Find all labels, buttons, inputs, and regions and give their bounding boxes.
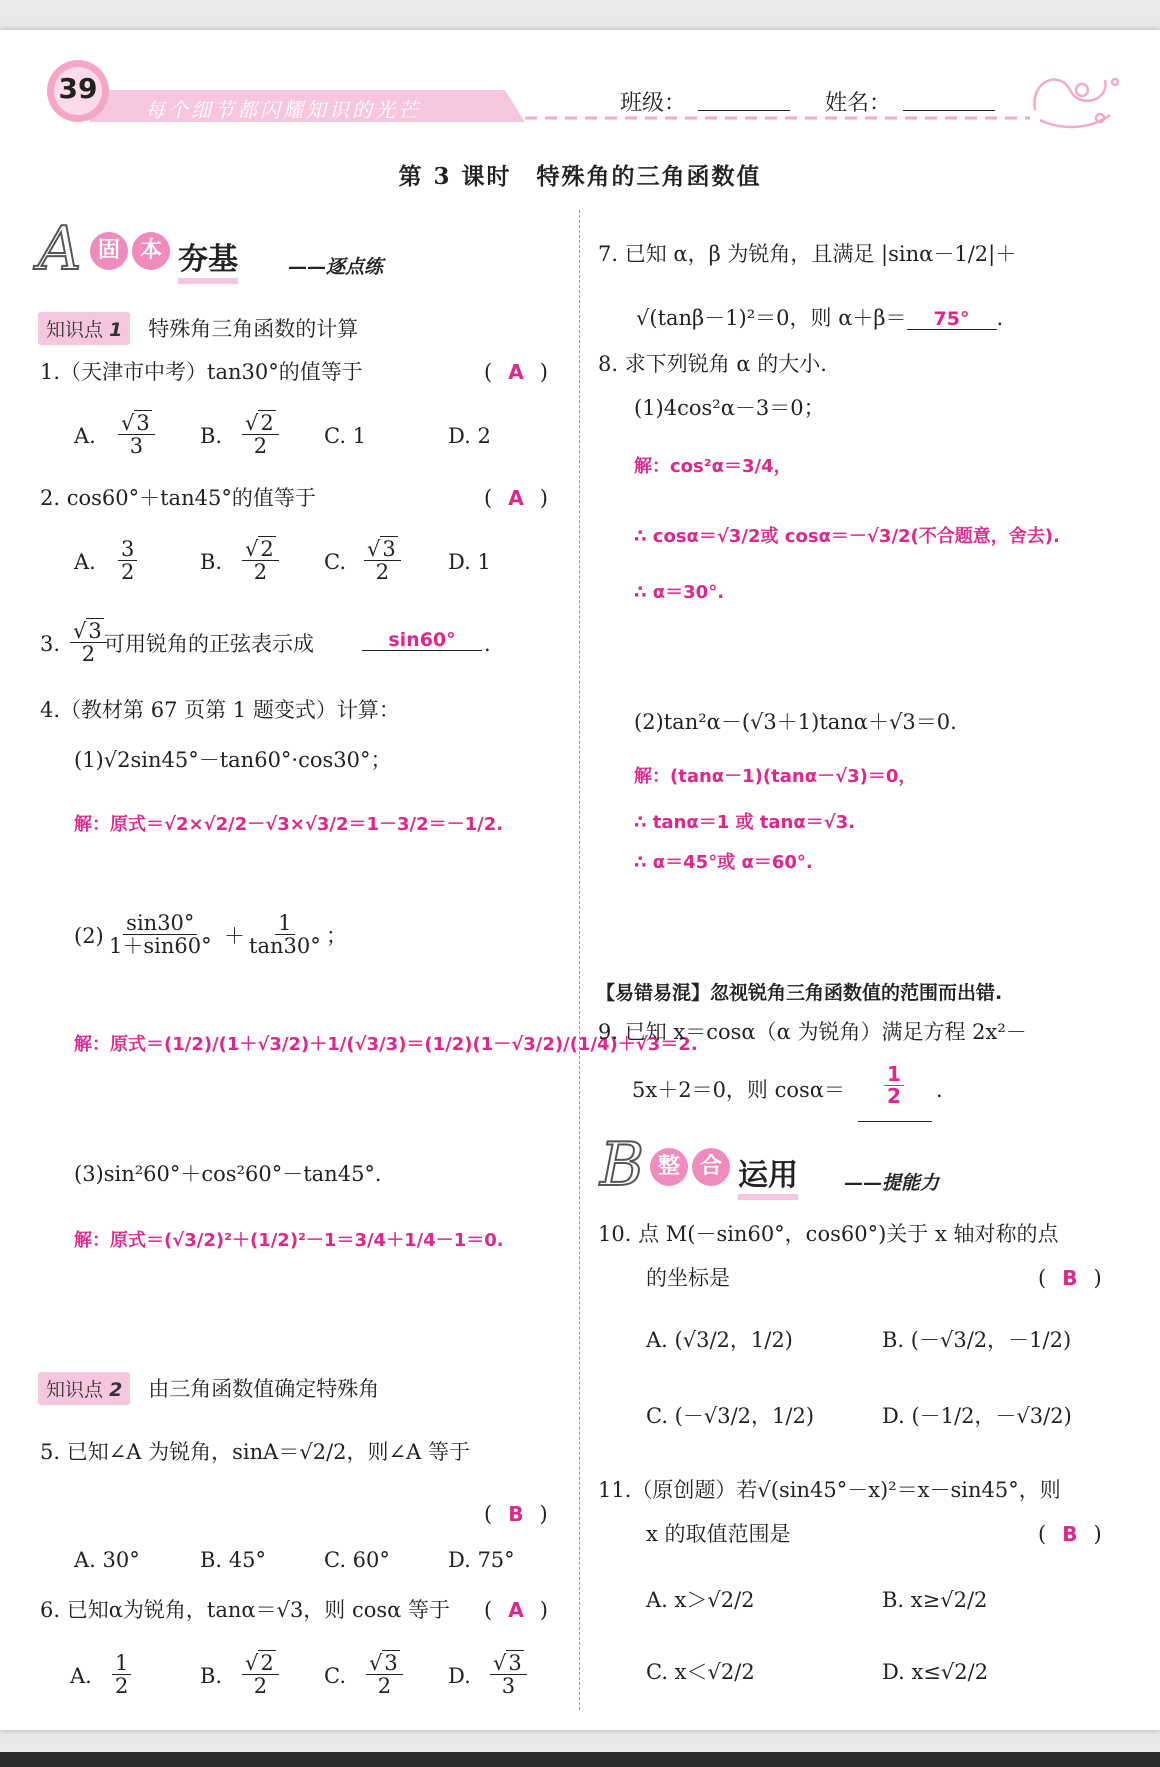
q10-line-1: 10. 点 M(－sin60°，cos60°)关于 x 轴对称的点 [598,1222,1059,1246]
q5-options [74,1550,544,1580]
kp1-badge: 知识点 1 [38,312,130,345]
q2-answer: A [508,486,524,510]
q8-solution-2c: ∴ α＝45°或 α＝60°. [634,852,813,873]
q2-stem: 2. cos60°＋tan45°的值等于 [40,486,316,510]
q8-solution-1b: ∴ cosα＝√3/2或 cosα＝－√3/2(不合题意，舍去). [634,526,1060,547]
q4-part-1: (1)√2sin45°－tan60°·cos30°； [74,748,392,772]
q8-part-1: (1)4cos²α－3＝0； [634,396,825,420]
section-a-subtitle: ——逐点练 [288,256,384,278]
section-a-letter: A [38,214,82,284]
q11-answer: B [1062,1522,1078,1546]
q10-option-c[interactable]: C. (－√3/2，1/2) [646,1404,815,1428]
section-b-badge-1: 整 [650,1148,688,1186]
name-label: 姓名： [825,91,892,116]
q1-option-d[interactable]: D. 2 [448,424,491,448]
q1-stem: 1.（天津市中考）tan30°的值等于 [40,360,363,384]
q1-answer: A [508,360,524,384]
q5-stem: 5. 已知∠A 为锐角，sinA＝√2/2，则∠A 等于 [40,1440,470,1464]
q10-line-2: 的坐标是 [646,1266,730,1290]
q10-option-a[interactable]: A. (√3/2，1/2) [646,1328,793,1352]
error-tip: 【易错易混】忽视锐角三角函数值的范围而出错. [596,982,1003,1004]
q10-option-d[interactable]: D. (－1/2，－√3/2) [882,1404,1072,1428]
q11-line-1: 11.（原创题）若√(sin45°－x)²＝x－sin45°，则 [598,1478,1061,1502]
section-a-badge-2: 本 [132,232,170,270]
column-divider [579,210,580,1710]
section-a-badge-1: 固 [90,232,128,270]
q7-line-2: √(tanβ－1)²＝0，则 α＋β＝ 75° . [636,306,1004,330]
q8-solution-1c: ∴ α＝30°. [634,582,725,603]
q5-bracket: ( B ) [484,1502,548,1526]
q4-stem: 4.（教材第 67 页第 1 题变式）计算： [40,698,400,722]
q5-option-a[interactable]: A. 30° [74,1548,140,1572]
q4-solution-2: 解：原式＝(1/2)/(1＋√3/2)＋1/(√3/3)＝(1/2)(1－√3/2)/(1/4)＋√3＝2. [74,1034,698,1055]
q9-answer-blank[interactable]: $\frac{1}{2}$ [858,1060,932,1122]
q2-option-b[interactable]: B. [200,550,223,574]
slogan: 每个细节都闪耀知识的光芒 [145,98,421,122]
q1-bracket: ( A ) [484,360,548,384]
q5-option-b[interactable]: B. 45° [200,1548,267,1572]
q2-option-c[interactable]: C. [324,550,346,574]
q9-line-2: 5x＋2＝0，则 cosα＝ $\frac{1}{2}$ . [632,1060,952,1126]
section-b-badge-2: 合 [692,1148,730,1186]
q1-options: A. √ $\frac{3}{3}$ B. √ $\frac{2}{2}$ C. 1 D. 2 [74,412,544,464]
q10-option-b[interactable]: B. (－√3/2，－1/2) [882,1328,1072,1352]
page-sheet [0,30,1160,1730]
q3-answer-blank[interactable]: sin60° [362,631,482,651]
q11-option-c[interactable]: C. x＜√2/2 [646,1660,755,1684]
q6-answer: A [508,1598,524,1622]
section-b-title: 运用 [738,1150,798,1200]
q2-bracket: ( A ) [484,486,548,510]
q8-solution-1a: 解：cos²α＝3/4， [634,456,792,477]
section-a-header [38,214,558,284]
q1-option-b[interactable]: B. [200,424,223,448]
q4-solution-3: 解：原式＝(√3/2)²＋(1/2)²－1＝3/4＋1/4－1＝0. [74,1230,504,1251]
q2-option-d[interactable]: D. 1 [448,550,491,574]
q6-stem: 6. 已知α为锐角，tanα＝√3，则 cosα 等于 [40,1598,451,1622]
q8-solution-2a: 解：(tanα－1)(tanα－√3)＝0， [634,766,917,787]
q10-bracket: ( B ) [1038,1266,1102,1290]
q6-bracket: ( A ) [484,1598,548,1622]
q1-option-c[interactable]: C. 1 [324,424,367,448]
kp2-title: 由三角函数值确定特殊角 [148,1377,380,1401]
q7-answer-blank[interactable]: 75° [907,310,997,330]
section-b-subtitle: ——提能力 [844,1172,940,1194]
q5-option-d[interactable]: D. 75° [448,1548,515,1572]
q8-part-2: (2)tan²α－(√3＋1)tanα＋√3＝0. [634,710,957,734]
q10-answer: B [1062,1266,1078,1290]
section-b-letter: B [600,1130,645,1200]
q1-option-a[interactable]: A. [74,424,96,448]
q11-bracket: ( B ) [1038,1522,1102,1546]
q5-answer: B [508,1502,524,1526]
name-blank[interactable] [903,110,995,111]
header [0,60,1160,130]
q6-options: A. $\frac{1}{2}$ B. √ $\frac{2}{2}$ C. √ $\frac{3}{2}$ D. √ $\frac{3}{3}$ [70,1652,550,1704]
q11-option-b[interactable]: B. x≥√2/2 [882,1588,988,1612]
q6-option-d[interactable]: D. [448,1664,471,1688]
section-a-title: 夯基 [178,234,238,284]
q4-part-2: (2) $\frac{\sin 30^\circ}{1+\sin 60^\circ}$ ＋ $\frac{1}{\tan 30^\circ}$ ； [74,911,347,959]
q11-option-d[interactable]: D. x≤√2/2 [882,1660,989,1684]
bottom-bar [0,1752,1160,1767]
lesson-title: 第 3 课时 特殊角的三角函数值 [398,163,762,190]
q6-option-a[interactable]: A. [70,1664,92,1688]
q8-stem: 8. 求下列锐角 α 的大小. [598,352,827,376]
q4-part-3: (3)sin²60°＋cos²60°－tan45°. [74,1162,382,1186]
q11-option-a[interactable]: A. x＞√2/2 [646,1588,755,1612]
q2-option-a[interactable]: A. [74,550,96,574]
kp1-title: 特殊角三角函数的计算 [148,317,359,341]
q2-options: A. $\frac{3}{2}$ B. √ $\frac{2}{2}$ C. √ $\frac{3}{2}$ D. 1 [74,538,544,590]
q4-solution-1: 解：原式＝√2×√2/2－√3×√3/2＝1－3/2＝－1/2. [74,814,504,835]
q11-options [646,1588,1126,1684]
q3: 3. √ $\frac{3}{2}$ 可用锐角的正弦表示成 sin60° . [40,620,560,672]
q5-option-c[interactable]: C. 60° [324,1548,390,1572]
page-number: 39 [58,72,98,105]
knowledge-point-2 [38,1372,379,1405]
kp2-badge: 知识点 2 [38,1372,130,1405]
q8-solution-2b: ∴ tanα＝1 或 tanα＝√3. [634,812,856,833]
q9-line-1: 9. 已知 x＝cosα（α 为锐角）满足方程 2x²－ [598,1020,1027,1044]
q6-option-b[interactable]: B. [200,1664,223,1688]
q11-line-2: x 的取值范围是 [646,1522,791,1546]
section-b-header [600,1130,1120,1200]
class-label: 班级： [620,91,687,116]
q6-option-c[interactable]: C. [324,1664,346,1688]
class-blank[interactable] [698,110,790,111]
q10-options [646,1328,1126,1428]
knowledge-point-1 [38,312,358,345]
q7-line-1: 7. 已知 α，β 为锐角，且满足 |sinα－1/2|＋ [598,242,1017,266]
